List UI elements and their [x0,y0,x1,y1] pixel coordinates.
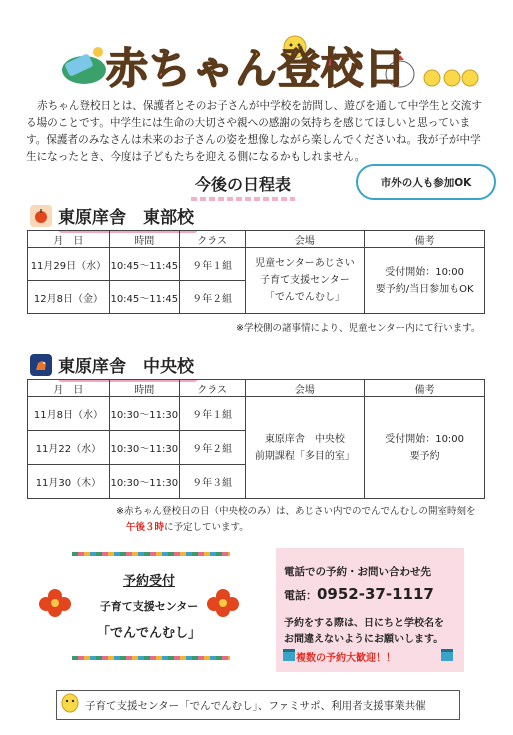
header-time: 時間 [109,380,179,397]
dashed-border-bottom [72,656,230,660]
remark-line: 要予約/当日参加もOK [375,283,474,295]
table-row [28,397,485,431]
calendar-icon [282,646,296,662]
venue-line: 子育て支援センター [260,275,350,286]
contact-instruction-2: お間違えないようにお願いします。 [284,634,444,645]
title-char: 登 [278,44,322,93]
cell-time: 10:45～11:45 [109,281,179,314]
cell-time: 10:45～11:45 [109,248,179,281]
title-char: ん [234,44,278,93]
cell-date: 12月8日（金） [28,281,110,314]
venue-line: 「でんでんむし」 [264,292,345,303]
central-schedule-table [27,379,485,499]
cell-class: ９年２組 [179,281,245,314]
cell-class: ９年１組 [179,397,245,431]
reservation-box [38,552,238,660]
central-school-name: 東原庠舎 中央校 [58,357,194,377]
header-time: 時間 [109,231,179,248]
venue-line: 東原庠舎 中央校 [264,433,345,445]
apple-icon [30,205,52,227]
phone-line [284,584,434,603]
intro-paragraph: 赤ちゃん登校日とは、保護者とそのお子さんが中学校を訪問し、遊びを通して中学生と交流する場のことです。中学生には生命の大切さや親への感謝の気持ちを感じてほしいと思っています。保護者のみなさんは未来のお子さんの姿を想像しながら楽しんでくださいね。我が子が中学生になったとき、今度は子どもたちを迎える側になるかもしれません。 [26,100,482,163]
header-class: クラス [179,380,245,397]
remark-line: 要予約 [409,450,440,462]
cell-date: 11月22（水） [28,431,110,465]
header-date: 月 日 [28,380,110,397]
cell-date: 11月29日（水） [28,248,110,281]
contact-instruction-1: 予約をする際は、日にちと学校名を [284,618,444,629]
venue-line: 児童センターあじさい [255,258,355,269]
calendar-icon [440,646,454,662]
table-header-row [28,231,485,248]
phone-label: 電話： [284,589,317,602]
central-note-line1: ※赤ちゃん登校日の日（中央校のみ）は、あじさい内でのでんでんむしの開室時刻を [116,506,476,517]
time-highlight: 午後３時 [126,522,165,533]
footer-text: 子育て支援センター「でんでんむし」、ファミサポ、利用者支援事業共催 [85,699,426,712]
cell-class: ９年１組 [179,248,245,281]
cell-venue [245,248,365,314]
dashed-border-top [72,552,230,556]
note-text: に予定しています。 [164,522,249,533]
cell-venue [245,397,365,499]
east-schedule-table [27,230,485,314]
remark-line: 受付開始：10:00 [385,433,465,445]
header-remarks: 備考 [365,231,485,248]
cell-class: ９年３組 [179,465,245,499]
venue-line: 前期課程「多目的室」 [254,450,355,462]
title-char: ちゃ [148,44,235,93]
header-class: クラス [179,231,245,248]
schedule-heading: 今後の日程表 [195,172,291,195]
outside-city-badge: 市外の人も参加OK [356,164,496,200]
title-char: 校 [321,44,365,93]
central-school-heading [30,352,194,377]
remark-line: 受付開始：10:00 [385,266,465,278]
header-remarks: 備考 [365,380,485,397]
reservation-name: 「でんでんむし」 [96,626,201,641]
central-note-line2 [126,519,249,533]
east-note: ※学校側の諸事情により、児童センター内にて行います。 [236,323,481,334]
reservation-heading: 予約受付 [122,574,175,589]
horse-icon [30,354,52,376]
table-row [28,248,485,281]
cell-date: 11月8日（水） [28,397,110,431]
welcome-text: 複数の予約大歓迎！！ [296,653,396,664]
cell-time: 10:30～11:30 [109,397,179,431]
east-school-name: 東原庠舎 東部校 [58,208,194,228]
header-date: 月 日 [28,231,110,248]
reservation-center: 子育て支援センター [99,600,199,613]
flower-icon [38,588,72,622]
cell-time: 10:30～11:30 [109,465,179,499]
cell-date: 11月30（木） [28,465,110,499]
header-venue: 会場 [245,231,365,248]
page-title [0,36,513,96]
east-school-heading [30,203,194,228]
contact-box [276,548,464,672]
table-header-row [28,380,485,397]
footer-box [56,690,460,720]
cell-class: ９年２組 [179,431,245,465]
header-venue: 会場 [245,380,365,397]
cell-remarks [365,248,485,314]
title-char: 赤 [105,44,149,93]
contact-heading: 電話での予約・お問い合わせ先 [284,566,431,578]
phone-number: 0952-37-1117 [317,585,434,603]
cell-time: 10:30～11:30 [109,431,179,465]
cell-remarks [365,397,485,499]
title-char: 日 [364,44,408,93]
